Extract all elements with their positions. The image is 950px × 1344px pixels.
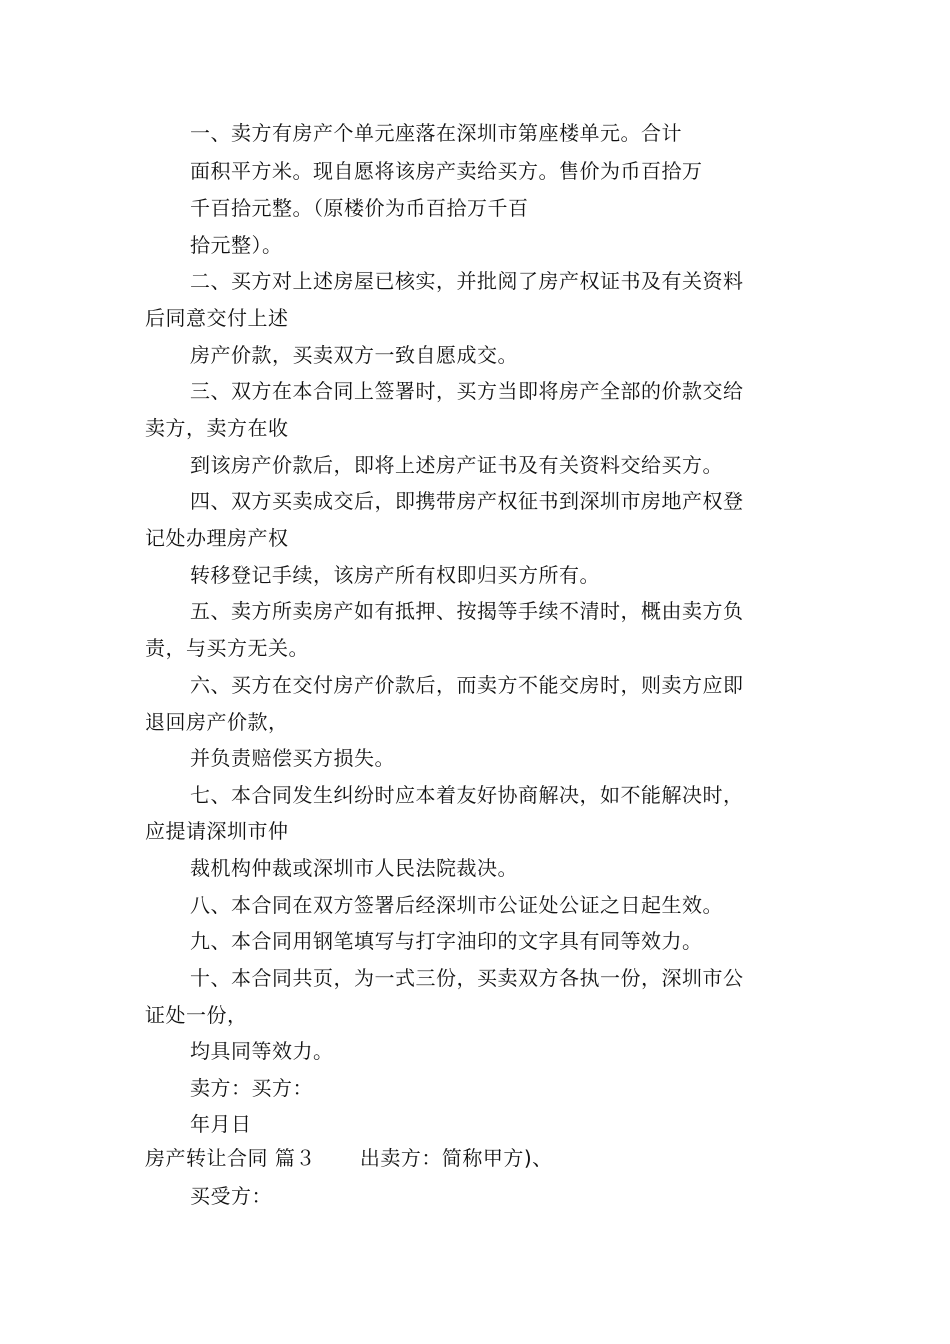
section-title: 房产转让合同 篇３ [145, 1146, 316, 1170]
text-line: 到该房产价款后，即将上述房产证书及有关资料交给买方。 [190, 453, 723, 477]
text-line: 千百拾元整。（原楼价为币百拾万千百 [190, 196, 529, 220]
text-line: 七、本合同发生纠纷时应本着友好协商解决，如不能解决时， [190, 783, 744, 807]
text-line: 一、卖方有房产个单元座落在深圳市第座楼单元。合计 [190, 121, 682, 145]
text-line: 拾元整）。 [190, 233, 283, 257]
text-line: 均具同等效力。 [190, 1039, 334, 1063]
text-line: 裁机构仲裁或深圳市人民法院裁决。 [190, 856, 518, 880]
text-line: 后同意交付上述 [145, 306, 289, 330]
signature-line: 卖方：买方： [190, 1076, 313, 1100]
text-line: 面积平方米。现自愿将该房产卖给买方。售价为币百拾万 [190, 159, 703, 183]
text-line: 六、买方在交付房产价款后，而卖方不能交房时，则卖方应即 [190, 673, 744, 697]
text-line: 三、双方在本合同上签署时，买方当即将房产全部的价款交给 [190, 379, 744, 403]
text-line: 证处一份， [145, 1003, 248, 1027]
buyer-line: 买受方： [190, 1184, 272, 1208]
text-line: 转移登记手续，该房产所有权即归买方所有。 [190, 563, 600, 587]
text-line: 房产价款，买卖双方一致自愿成交。 [190, 343, 518, 367]
text-line: 退回房产价款， [145, 710, 289, 734]
date-line: 年月日 [190, 1112, 252, 1136]
text-line: 卖方，卖方在收 [145, 416, 289, 440]
text-line: 责，与买方无关。 [145, 636, 309, 660]
seller-line: 出卖方：简称甲方)、 [359, 1146, 553, 1170]
text-line: 十、本合同共页，为一式三份，买卖双方各执一份，深圳市公 [190, 966, 744, 990]
text-line: 五、卖方所卖房产如有抵押、按揭等手续不清时，概由卖方负 [190, 599, 744, 623]
text-line: 九、本合同用钢笔填写与打字油印的文字具有同等效力。 [190, 929, 703, 953]
section-heading-row [145, 1146, 553, 1170]
text-line: 八、本合同在双方签署后经深圳市公证处公证之日起生效。 [190, 893, 723, 917]
text-line: 记处办理房产权 [145, 526, 289, 550]
text-line: 应提请深圳市仲 [145, 819, 289, 843]
text-line: 并负责赔偿买方损失。 [190, 746, 395, 770]
text-line: 二、买方对上述房屋已核实，并批阅了房产权证书及有关资料 [190, 269, 744, 293]
text-line: 四、双方买卖成交后，即携带房产权征书到深圳市房地产权登 [190, 489, 744, 513]
